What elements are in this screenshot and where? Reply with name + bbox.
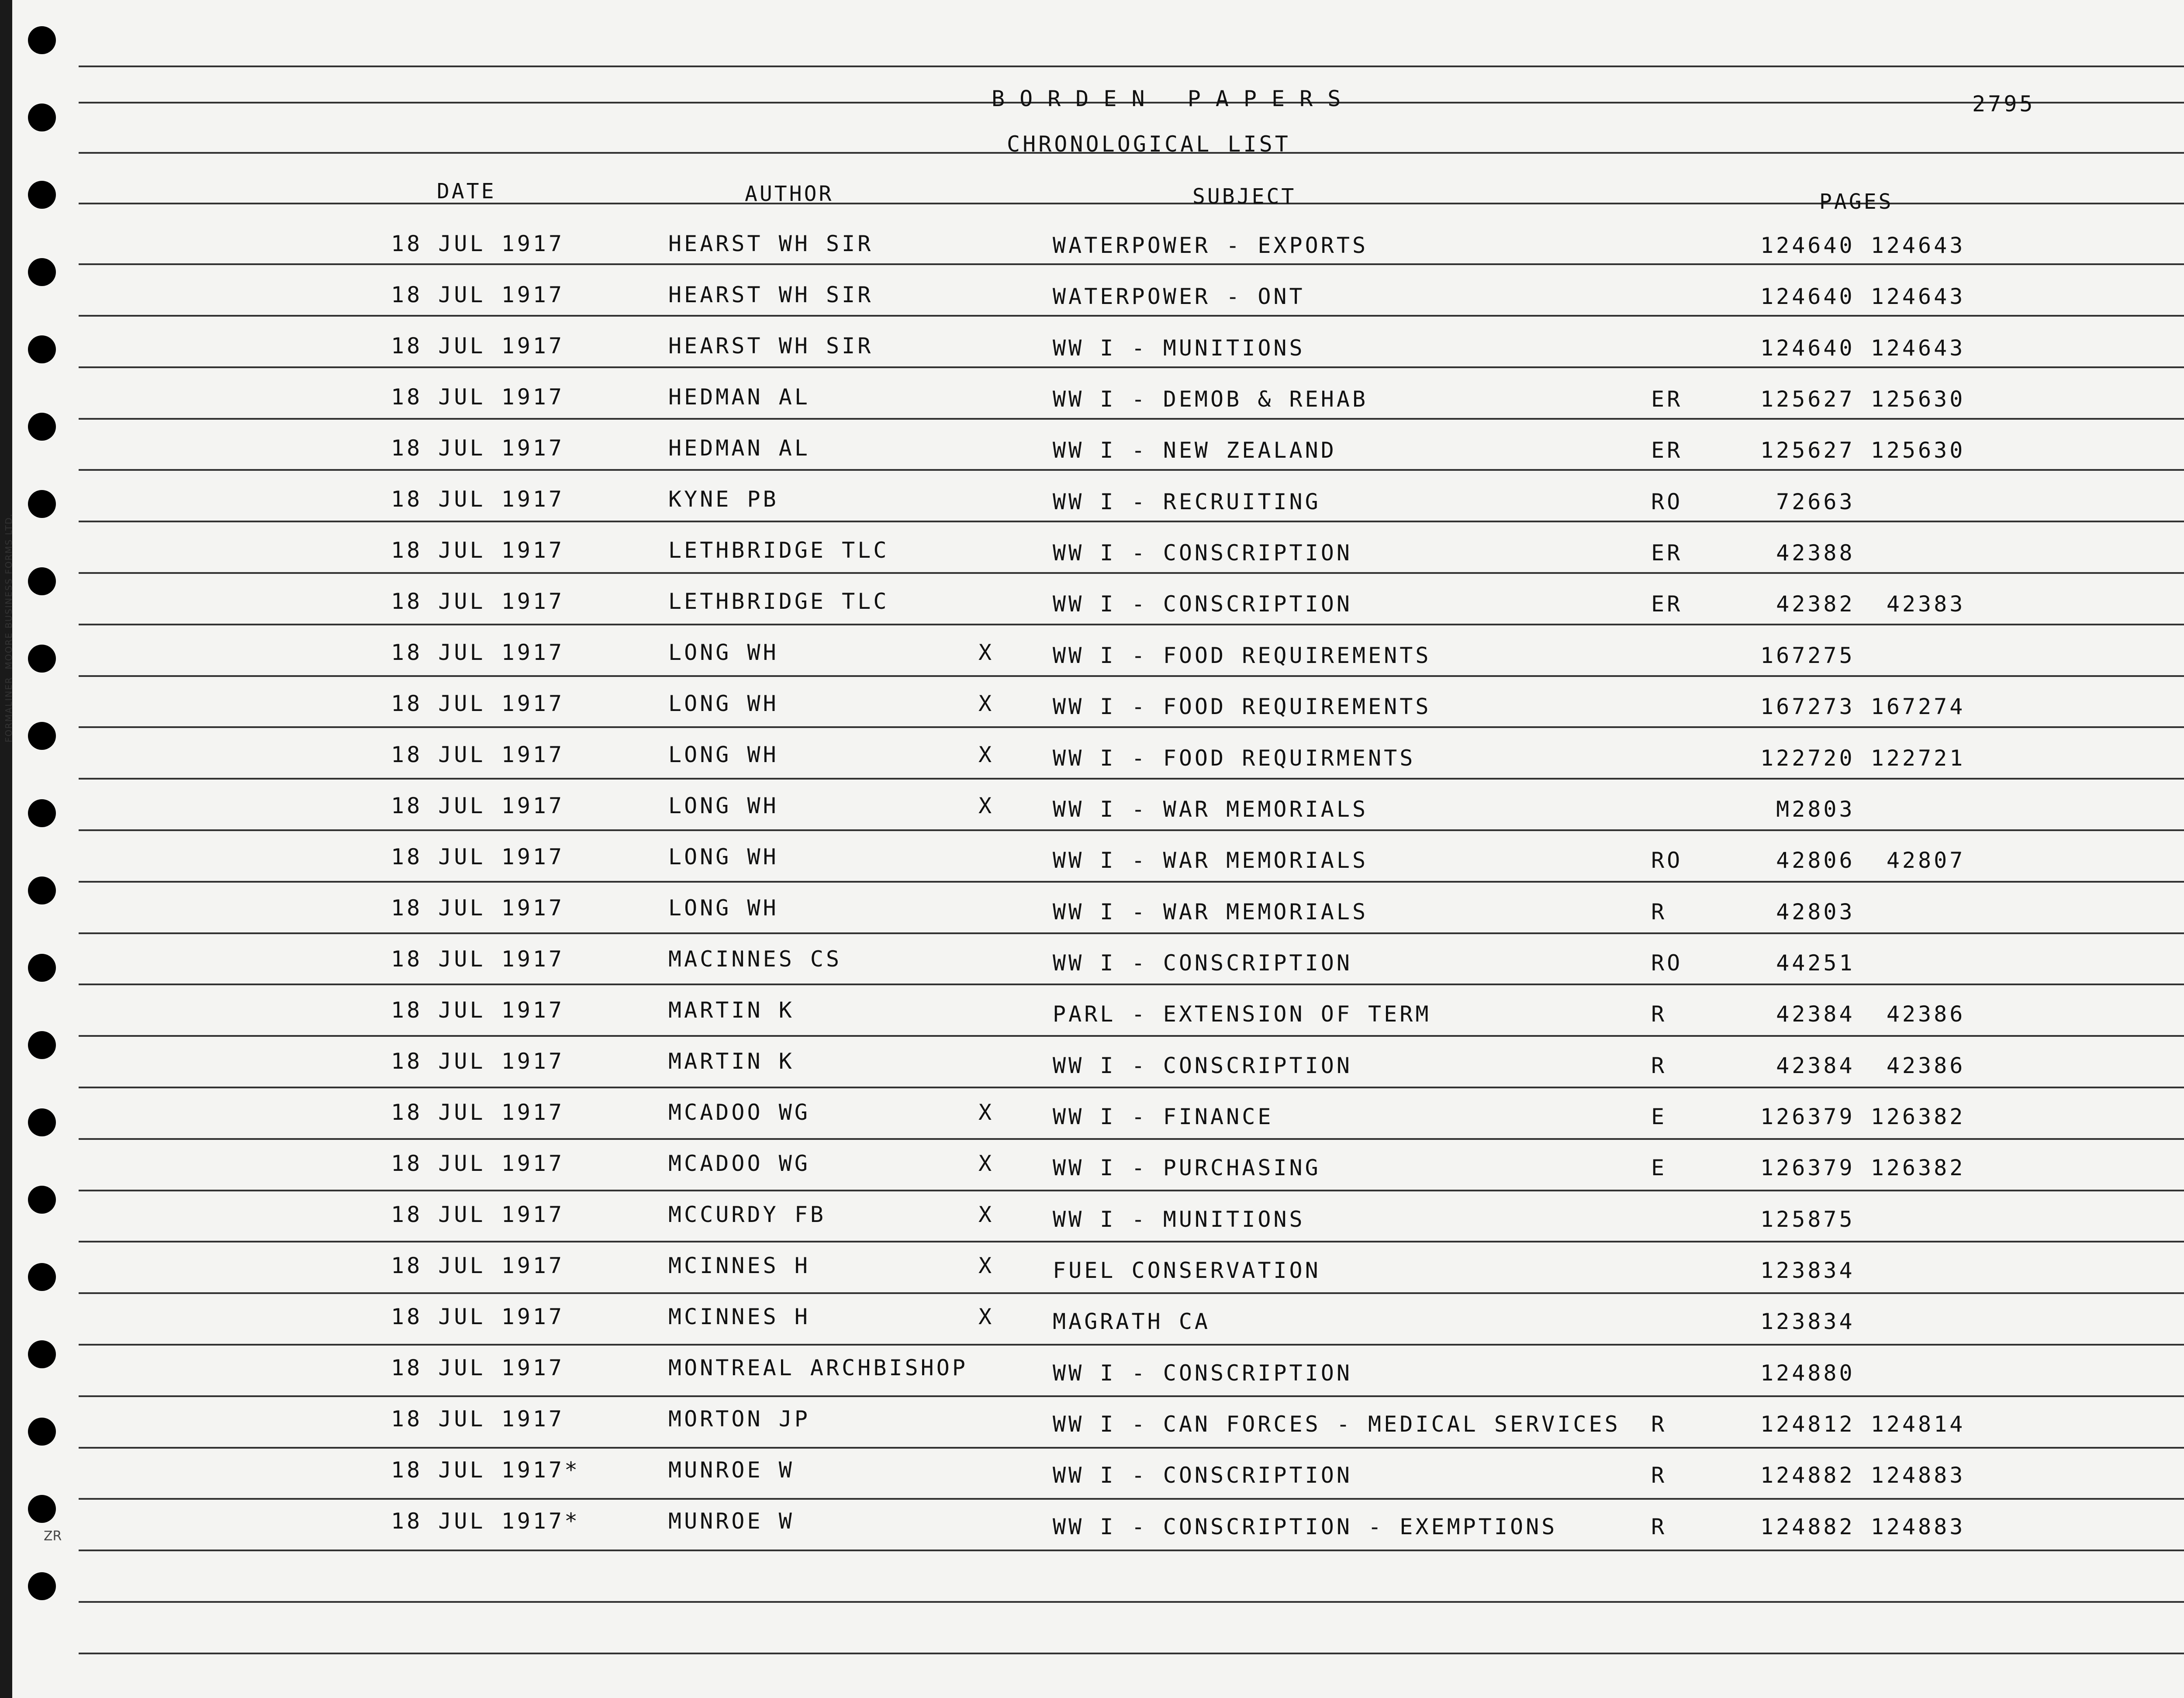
- cell-author: LONG WH: [668, 793, 779, 818]
- cell-code: R: [1651, 1053, 1667, 1078]
- cell-subject: WW I - FINANCE: [1053, 1104, 1274, 1129]
- cell-pages: 44251: [1760, 950, 1855, 976]
- tractor-hole: [28, 954, 56, 982]
- tractor-hole: [28, 258, 56, 286]
- cell-pages: 124812 124814: [1760, 1412, 1966, 1437]
- cell-pages: 125627 125630: [1760, 438, 1966, 463]
- left-edge-shadow: [0, 0, 12, 1698]
- cell-author: LONG WH: [668, 691, 779, 716]
- cell-code: RO: [1651, 950, 1683, 976]
- cell-pages: 124640 124643: [1760, 233, 1966, 258]
- cell-pages: 124640 124643: [1760, 284, 1966, 309]
- cell-pages: 167273 167274: [1760, 694, 1966, 719]
- tractor-hole: [28, 799, 56, 827]
- cell-author: LONG WH: [668, 844, 779, 870]
- cell-date: 18 JUL 1917: [391, 997, 565, 1023]
- cell-subject: WW I - MUNITIONS: [1053, 1207, 1305, 1232]
- cell-subject: WW I - NEW ZEALAND: [1053, 438, 1337, 463]
- tractor-hole: [28, 1108, 56, 1136]
- cell-code: R: [1651, 1412, 1667, 1437]
- cell-subject: WW I - DEMOB & REHAB: [1053, 387, 1368, 412]
- cell-pages: 124880: [1760, 1360, 1855, 1386]
- cell-subject: WW I - CONSCRIPTION: [1053, 950, 1352, 976]
- cell-subject: WW I - CONSCRIPTION: [1053, 1053, 1352, 1078]
- cell-subject: WW I - MUNITIONS: [1053, 335, 1305, 361]
- ruled-line: [79, 1035, 2184, 1037]
- cell-x-flag: X: [978, 1202, 995, 1227]
- cell-subject: WW I - CAN FORCES - MEDICAL SERVICES: [1053, 1412, 1621, 1437]
- ruled-line: [79, 1292, 2184, 1294]
- ruled-line: [79, 66, 2184, 67]
- tractor-hole: [28, 877, 56, 904]
- cell-author: HEARST WH SIR: [668, 231, 874, 256]
- cell-date: 18 JUL 1917: [391, 793, 565, 818]
- cell-date: 18 JUL 1917: [391, 435, 565, 461]
- ruled-line: [79, 829, 2184, 831]
- cell-date: 18 JUL 1917: [391, 1406, 565, 1432]
- cell-code: R: [1651, 1514, 1667, 1539]
- page-number: 2795: [1972, 91, 2035, 117]
- ruled-line: [79, 1344, 2184, 1346]
- tractor-hole: [28, 1418, 56, 1446]
- tractor-hole: [28, 645, 56, 673]
- cell-author: MACINNES CS: [668, 946, 842, 972]
- tractor-hole: [28, 1186, 56, 1214]
- ruled-line: [79, 1601, 2184, 1603]
- cell-date: 18 JUL 1917*: [391, 1508, 581, 1534]
- margin-mark: ZR: [44, 1529, 62, 1544]
- cell-pages: 124882 124883: [1760, 1514, 1966, 1539]
- cell-author: MCCURDY FB: [668, 1202, 826, 1227]
- cell-code: R: [1651, 1463, 1667, 1488]
- cell-date: 18 JUL 1917: [391, 691, 565, 716]
- cell-pages: 42384 42386: [1760, 1053, 1966, 1078]
- cell-pages: 123834: [1760, 1309, 1855, 1334]
- document-subtitle: CHRONOLOGICAL LIST: [1007, 131, 1291, 157]
- cell-subject: WW I - CONSCRIPTION - EXEMPTIONS: [1053, 1514, 1558, 1539]
- cell-pages: 122720 122721: [1760, 745, 1966, 771]
- cell-subject: PARL - EXTENSION OF TERM: [1053, 1001, 1431, 1027]
- cell-code: ER: [1651, 591, 1683, 617]
- cell-subject: MAGRATH CA: [1053, 1309, 1211, 1334]
- ruled-line: [79, 624, 2184, 625]
- cell-code: E: [1651, 1155, 1667, 1180]
- cell-pages: 42388: [1760, 540, 1855, 566]
- cell-code: RO: [1651, 848, 1683, 873]
- cell-date: 18 JUL 1917: [391, 895, 565, 921]
- cell-author: HEARST WH SIR: [668, 282, 874, 307]
- cell-subject: WATERPOWER - ONT: [1053, 284, 1305, 309]
- cell-author: MCINNES H: [668, 1304, 810, 1329]
- cell-author: LETHBRIDGE TLC: [668, 538, 889, 563]
- cell-author: LETHBRIDGE TLC: [668, 589, 889, 614]
- tractor-hole: [28, 1495, 56, 1523]
- ruled-line: [79, 675, 2184, 677]
- cell-pages: 124882 124883: [1760, 1463, 1966, 1488]
- column-header-date: DATE: [437, 179, 496, 204]
- column-header-author: AUTHOR: [745, 182, 834, 206]
- cell-pages: 42806 42807: [1760, 848, 1966, 873]
- tractor-hole: [28, 722, 56, 750]
- ruled-line: [79, 1395, 2184, 1397]
- tractor-hole: [28, 1340, 56, 1368]
- cell-code: R: [1651, 1001, 1667, 1027]
- cell-date: 18 JUL 1917: [391, 333, 565, 359]
- cell-date: 18 JUL 1917: [391, 589, 565, 614]
- cell-date: 18 JUL 1917: [391, 1304, 565, 1329]
- cell-date: 18 JUL 1917: [391, 1049, 565, 1074]
- cell-date: 18 JUL 1917: [391, 487, 565, 512]
- tractor-hole: [28, 1031, 56, 1059]
- cell-date: 18 JUL 1917: [391, 742, 565, 767]
- cell-x-flag: X: [978, 793, 995, 818]
- cell-author: HEDMAN AL: [668, 435, 810, 461]
- ruled-line: [79, 1653, 2184, 1654]
- cell-date: 18 JUL 1917: [391, 1202, 565, 1227]
- cell-author: MUNROE W: [668, 1457, 795, 1483]
- ruled-line: [79, 726, 2184, 728]
- tractor-hole: [28, 567, 56, 595]
- cell-subject: WW I - CONSCRIPTION: [1053, 591, 1352, 617]
- ruled-line: [79, 263, 2184, 265]
- ruled-line: [79, 521, 2184, 522]
- cell-author: MUNROE W: [668, 1508, 795, 1534]
- cell-author: LONG WH: [668, 742, 779, 767]
- cell-author: MORTON JP: [668, 1406, 810, 1432]
- cell-subject: WW I - WAR MEMORIALS: [1053, 797, 1368, 822]
- tractor-hole: [28, 1572, 56, 1600]
- ruled-line: [79, 984, 2184, 985]
- cell-pages: 125627 125630: [1760, 387, 1966, 412]
- tractor-hole: [28, 413, 56, 441]
- cell-subject: WW I - CONSCRIPTION: [1053, 540, 1352, 566]
- cell-pages: M2803: [1760, 797, 1855, 822]
- ruled-line: [79, 1190, 2184, 1191]
- cell-x-flag: X: [978, 691, 995, 716]
- ruled-line: [79, 1498, 2184, 1500]
- ruled-line: [79, 932, 2184, 934]
- cell-x-flag: X: [978, 742, 995, 767]
- cell-author: LONG WH: [668, 895, 779, 921]
- cell-pages: 42384 42386: [1760, 1001, 1966, 1027]
- cell-pages: 167275: [1760, 643, 1855, 668]
- cell-pages: 72663: [1760, 489, 1855, 514]
- ruled-line: [79, 1447, 2184, 1449]
- cell-date: 18 JUL 1917: [391, 1151, 565, 1176]
- tractor-hole: [28, 335, 56, 363]
- ruled-line: [79, 1087, 2184, 1088]
- cell-date: 18 JUL 1917: [391, 1355, 565, 1380]
- cell-author: LONG WH: [668, 640, 779, 665]
- ruled-line: [79, 881, 2184, 883]
- cell-date: 18 JUL 1917: [391, 1253, 565, 1278]
- cell-subject: WW I - CONSCRIPTION: [1053, 1360, 1352, 1386]
- cell-subject: WW I - FOOD REQUIRMENTS: [1053, 745, 1416, 771]
- document-title: BORDEN PAPERS: [992, 86, 1356, 111]
- cell-date: 18 JUL 1917: [391, 384, 565, 410]
- cell-pages: 42803: [1760, 899, 1855, 925]
- cell-code: ER: [1651, 387, 1683, 412]
- cell-author: MCADOO WG: [668, 1100, 810, 1125]
- column-header-subject: SUBJECT: [1192, 184, 1296, 209]
- cell-author: MCADOO WG: [668, 1151, 810, 1176]
- cell-author: HEARST WH SIR: [668, 333, 874, 359]
- cell-author: KYNE PB: [668, 487, 779, 512]
- cell-date: 18 JUL 1917: [391, 282, 565, 307]
- cell-date: 18 JUL 1917: [391, 538, 565, 563]
- cell-code: ER: [1651, 438, 1683, 463]
- cell-subject: WW I - RECRUITING: [1053, 489, 1321, 514]
- cell-subject: WW I - PURCHASING: [1053, 1155, 1321, 1180]
- ruled-line: [79, 1550, 2184, 1551]
- cell-subject: WW I - FOOD REQUIREMENTS: [1053, 643, 1431, 668]
- ruled-line: [79, 469, 2184, 471]
- cell-date: 18 JUL 1917: [391, 231, 565, 256]
- cell-subject: WW I - CONSCRIPTION: [1053, 1463, 1352, 1488]
- tractor-hole: [28, 181, 56, 209]
- cell-date: 18 JUL 1917: [391, 640, 565, 665]
- ruled-line: [79, 1241, 2184, 1242]
- cell-author: MONTREAL ARCHBISHOP: [668, 1355, 968, 1380]
- tractor-hole: [28, 1263, 56, 1291]
- cell-pages: 126379 126382: [1760, 1155, 1966, 1180]
- cell-code: ER: [1651, 540, 1683, 566]
- cell-subject: WW I - FOOD REQUIREMENTS: [1053, 694, 1431, 719]
- cell-author: MARTIN K: [668, 1049, 795, 1074]
- cell-date: 18 JUL 1917: [391, 1100, 565, 1125]
- cell-date: 18 JUL 1917*: [391, 1457, 581, 1483]
- cell-pages: 125875: [1760, 1207, 1855, 1232]
- tractor-hole: [28, 26, 56, 54]
- cell-pages: 42382 42383: [1760, 591, 1966, 617]
- cell-date: 18 JUL 1917: [391, 844, 565, 870]
- column-header-pages: PAGES: [1819, 190, 1894, 214]
- ruled-line: [79, 1138, 2184, 1140]
- cell-x-flag: X: [978, 640, 995, 665]
- cell-code: RO: [1651, 489, 1683, 514]
- tractor-hole: [28, 490, 56, 518]
- ruled-line: [79, 778, 2184, 780]
- ruled-line: [79, 366, 2184, 368]
- tractor-hole: [28, 104, 56, 131]
- cell-subject: WW I - WAR MEMORIALS: [1053, 899, 1368, 925]
- cell-x-flag: X: [978, 1304, 995, 1329]
- cell-code: E: [1651, 1104, 1667, 1129]
- cell-date: 18 JUL 1917: [391, 946, 565, 972]
- cell-subject: WW I - WAR MEMORIALS: [1053, 848, 1368, 873]
- ruled-line: [79, 315, 2184, 317]
- cell-pages: 124640 124643: [1760, 335, 1966, 361]
- cell-author: MCINNES H: [668, 1253, 810, 1278]
- cell-x-flag: X: [978, 1100, 995, 1125]
- cell-author: MARTIN K: [668, 997, 795, 1023]
- cell-pages: 126379 126382: [1760, 1104, 1966, 1129]
- cell-author: HEDMAN AL: [668, 384, 810, 410]
- cell-x-flag: X: [978, 1253, 995, 1278]
- cell-subject: WATERPOWER - EXPORTS: [1053, 233, 1368, 258]
- cell-code: R: [1651, 899, 1667, 925]
- cell-subject: FUEL CONSERVATION: [1053, 1258, 1321, 1283]
- cell-x-flag: X: [978, 1151, 995, 1176]
- cell-pages: 123834: [1760, 1258, 1855, 1283]
- ruled-line: [79, 418, 2184, 420]
- ruled-line: [79, 572, 2184, 574]
- margin-printer-text: FORMALINER MOORE BUSINESS FORMS LTD.: [3, 513, 14, 742]
